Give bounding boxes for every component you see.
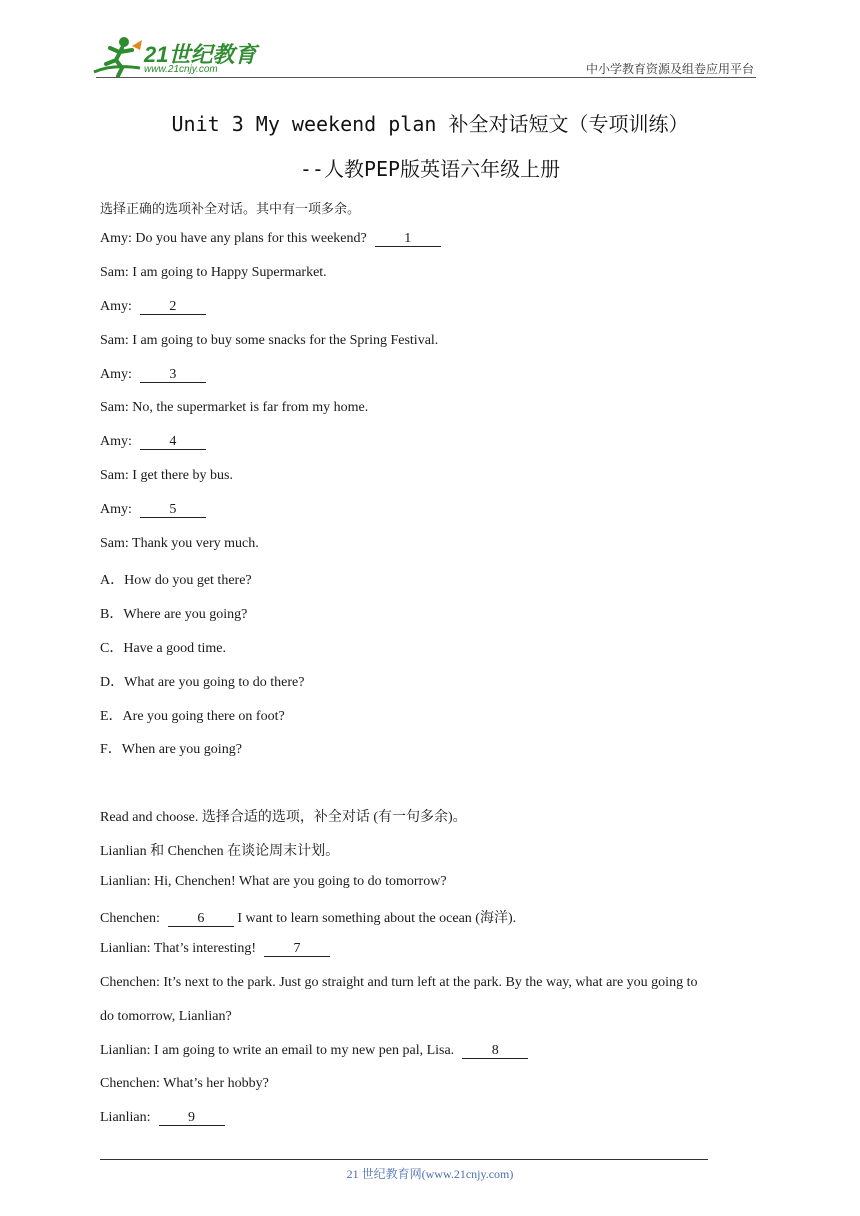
footer-divider [100,1159,708,1160]
answer-blank[interactable]: 6 [168,912,234,927]
dialogue-text: Amy: [100,502,132,517]
platform-name: 中小学教育资源及组卷应用平台 [585,62,754,76]
option-c: C．Have a good time. [100,641,226,656]
dialogue-text: Amy: [100,367,132,382]
option-a: A．How do you get there? [100,573,252,588]
logo-text: 21世纪教育 [144,42,257,67]
dialogue-text: Lianlian: I am going to write an email to my new pen pal, Lisa. [100,1043,455,1058]
dialogue-line: Sam: I am going to buy some snacks for the Spring Festival. [100,333,439,348]
dialogue-line [100,502,206,518]
dialogue-line [100,434,206,450]
answer-blank[interactable]: 4 [140,435,206,450]
dialogue-line: Sam: Thank you very much. [100,536,259,551]
dialogue-line [100,1110,225,1126]
dialogue-line: Chenchen: It’s next to the park. Just go straight and turn left at the park. By the way, what are you going to [100,975,698,990]
dialogue-line: Sam: No, the supermarket is far from my home. [100,400,369,415]
dialogue-text: Amy: [100,434,132,449]
logo-url: www.21cnjy.com [144,64,218,75]
section2-context: Lianlian 和 Chenchen 在谈论周末计划。 [100,844,340,859]
dialogue-line: do tomorrow, Lianlian? [100,1009,232,1024]
dialogue-line: Sam: I am going to Happy Supermarket. [100,265,327,280]
dialogue-line [100,367,206,383]
footer-text[interactable]: 21 世纪教育网(www.21cnjy.com) [346,1167,514,1181]
dialogue-line [100,299,206,315]
dialogue-line [100,907,516,927]
dialogue-line: Chenchen: What’s her hobby? [100,1076,269,1091]
dialogue-line: Sam: I get there by bus. [100,468,233,483]
dialogue-line [100,941,330,957]
dialogue-line [100,1043,528,1059]
answer-blank[interactable]: 7 [264,942,330,957]
dialogue-text: Amy: Do you have any plans for this weekend? [100,231,367,246]
dialogue-text: Lianlian: [100,1110,151,1125]
runner-logo-icon [92,34,144,78]
option-b: B．Where are you going? [100,607,248,622]
option-e: E．Are you going there on foot? [100,709,285,724]
site-logo [92,34,262,78]
dialogue-line: Lianlian: Hi, Chenchen! What are you going to do tomorrow? [100,874,447,889]
option-d: D．What are you going to do there? [100,675,305,690]
answer-blank[interactable]: 3 [140,368,206,383]
dialogue-text: Amy: [100,299,132,314]
dialogue-text: Chenchen: [100,911,160,926]
dialogue-line [100,231,441,247]
header-divider [96,77,756,78]
page-subtitle: --人教PEP版英语六年级上册 [299,157,561,181]
dialogue-text: Lianlian: That’s interesting! [100,941,257,956]
answer-blank[interactable]: 1 [375,232,441,247]
answer-blank[interactable]: 8 [462,1044,528,1059]
page-header [0,0,860,90]
page-title: Unit 3 My weekend plan 补全对话短文（专项训练） [171,112,689,136]
option-f: F．When are you going? [100,742,242,757]
dialogue-text: I want to learn something about the ocean (海洋). [237,911,517,926]
section2-instruction: Read and choose. 选择合适的选项，补全对话 (有一句多余)。 [100,810,467,825]
answer-blank[interactable]: 2 [140,300,206,315]
section1-instruction: 选择正确的选项补全对话。其中有一项多余。 [100,202,361,217]
answer-blank[interactable]: 9 [159,1111,225,1126]
answer-blank[interactable]: 5 [140,503,206,518]
